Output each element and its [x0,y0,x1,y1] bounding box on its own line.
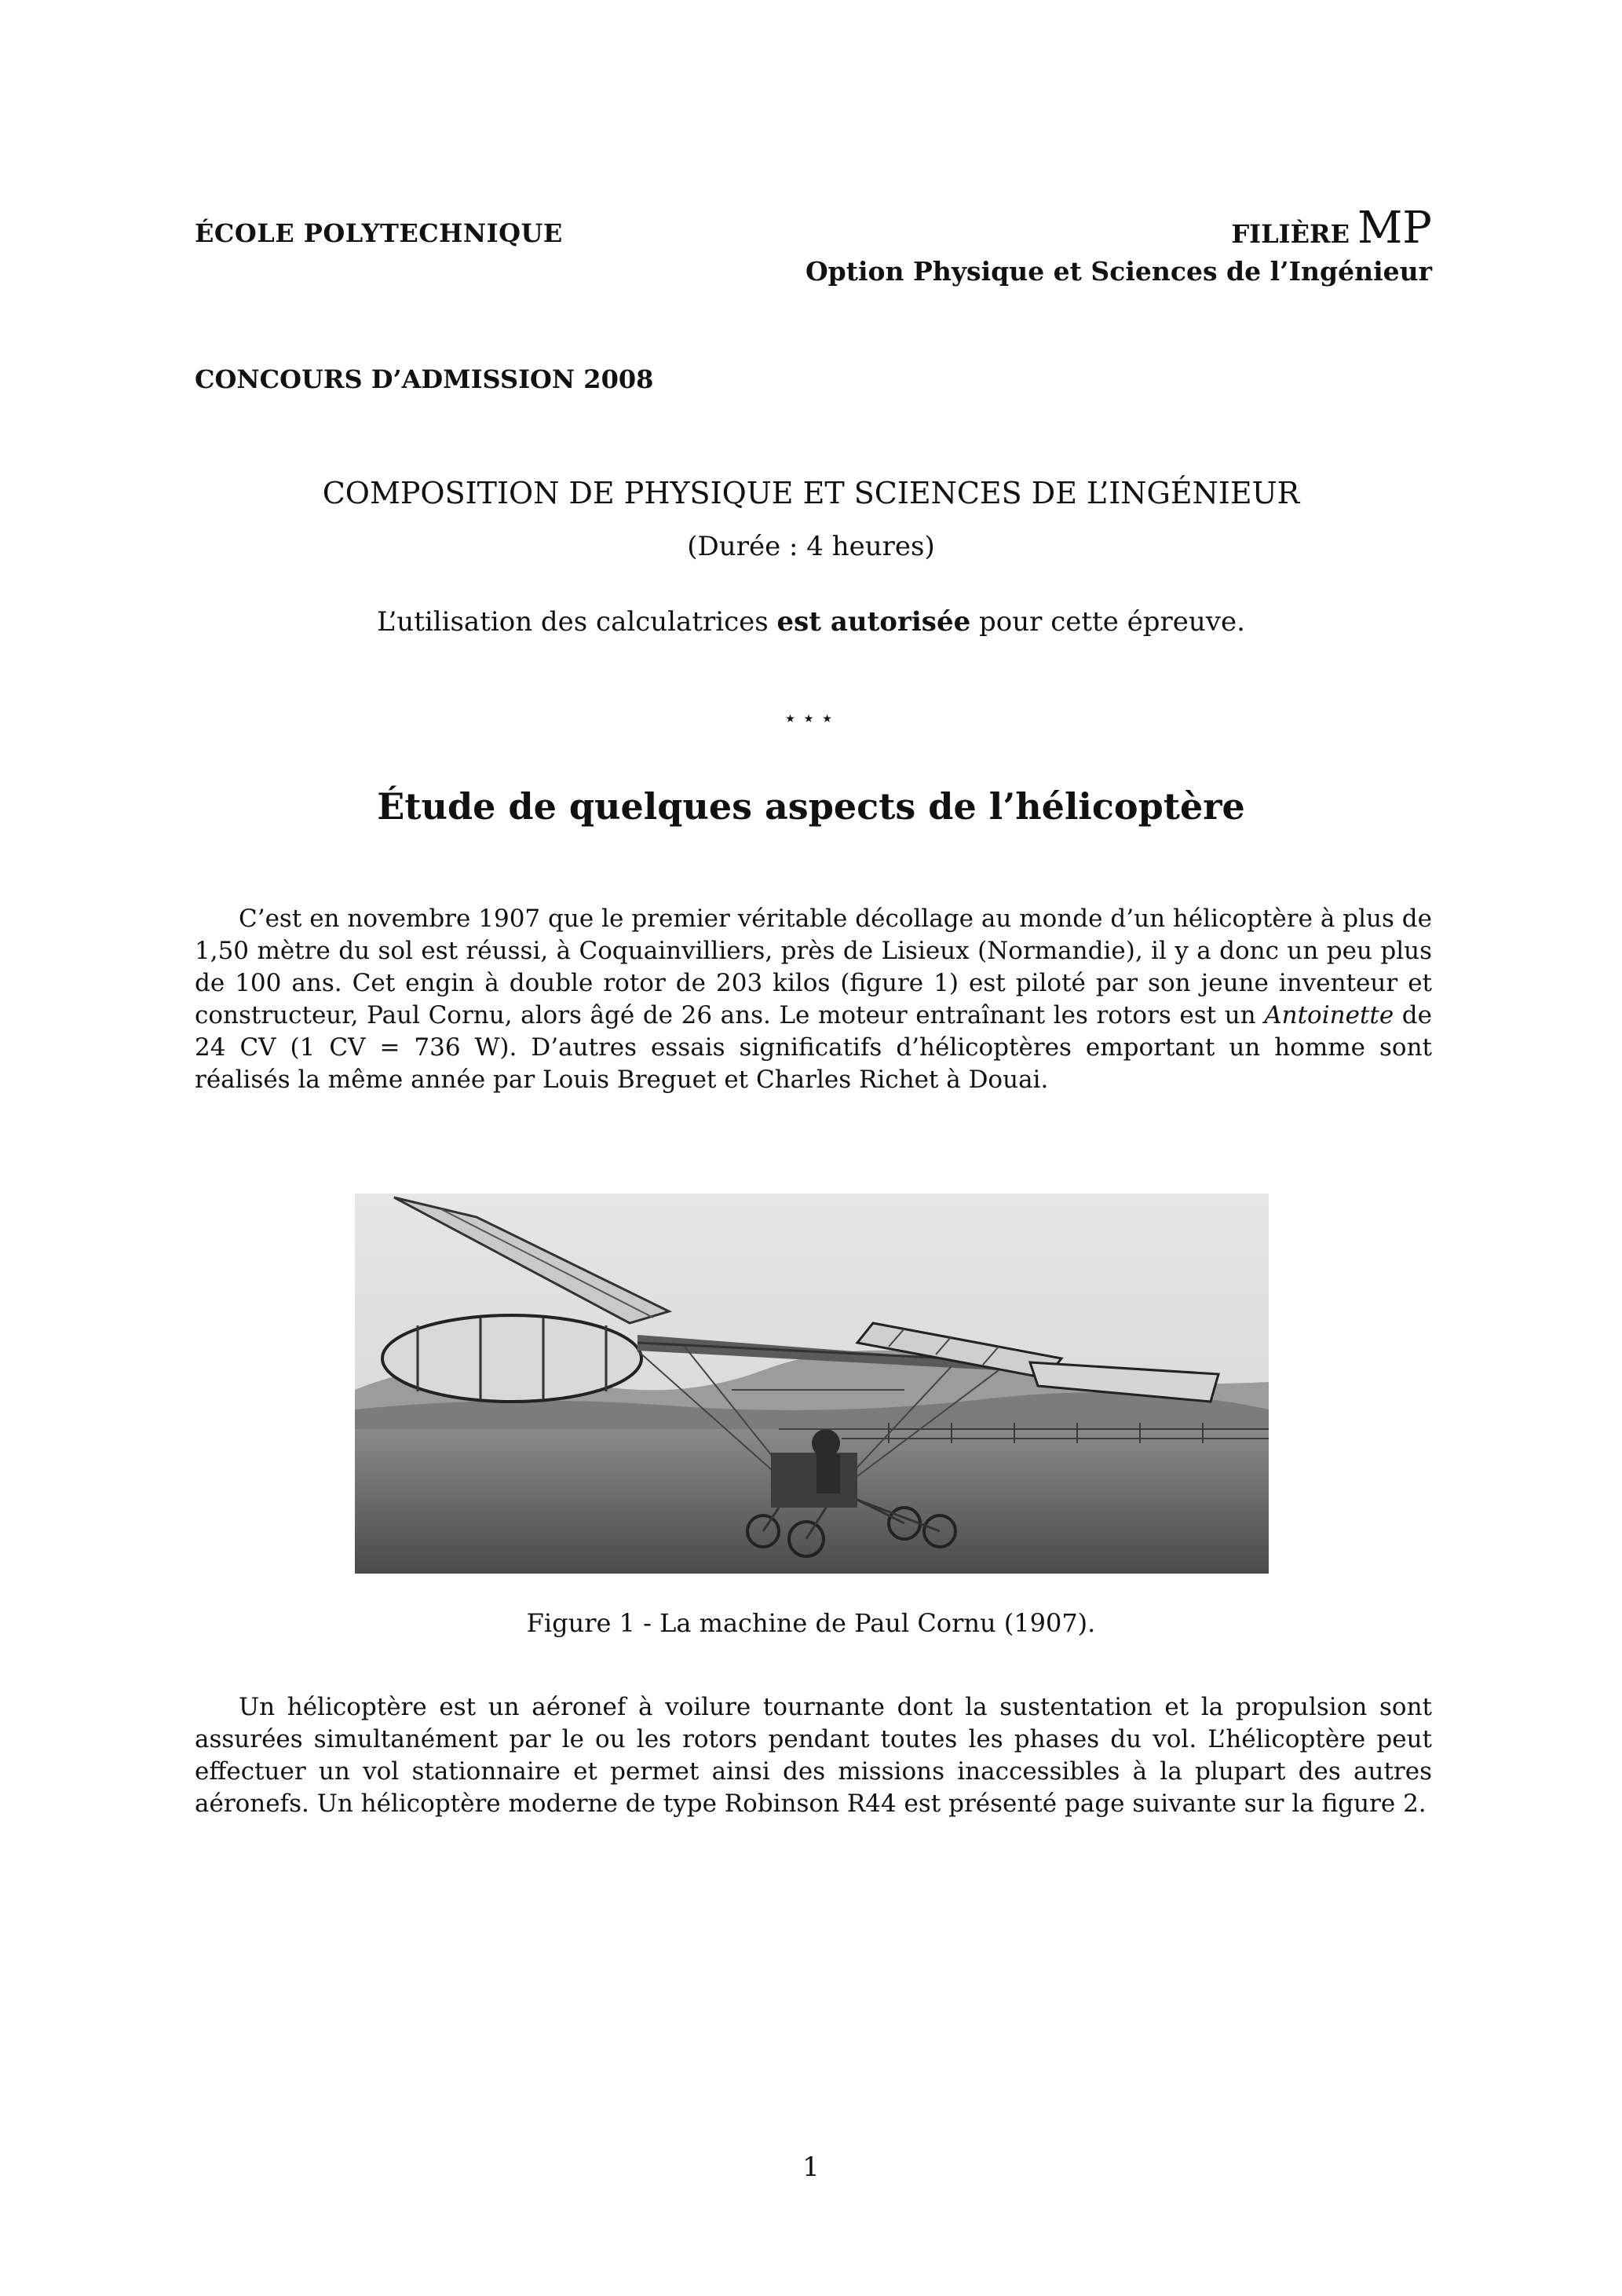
intro-text-2: de 24 CV (1 CV = 736 W). D’autres essais significatifs d’hélicoptères emportant un homme sont réalisés la même année par Louis Breguet et Charles Richet à Douai. [195,1001,1432,1094]
calc-text-before: L’utilisation des calculatrices [377,606,777,638]
filiere-header [1231,203,1432,254]
duration-line: (Durée : 4 heures) [687,531,935,562]
filiere-label: FILIÈRE [1231,219,1350,249]
concours-line: CONCOURS D’ADMISSION 2008 [195,364,654,394]
intro-paragraph [195,903,1432,1096]
intro-italic-engine: Antoinette [1264,1001,1394,1029]
definition-text: Un hélicoptère est un aéronef à voilure tournante dont la sustentation et la propulsion sont assurées simultanément par le ou les rotors pendant toutes les phases du vol. L’hélicoptère peut effectuer un vol stationnaire et permet ainsi des missions inaccessibles à la plupart des autres aéronefs. Un hélicoptère moderne de type Robinson R44 est présenté page suivante sur la figure 2. [195,1693,1432,1818]
composition-title: COMPOSITION DE PHYSIQUE ET SCIENCES DE L’INGÉNIEUR [322,476,1300,510]
main-title: Étude de quelques aspects de l’hélicoptère [377,785,1245,828]
star-separator: ⋆⋆⋆ [783,705,839,731]
figure-1-caption: Figure 1 - La machine de Paul Cornu (1907). [526,1608,1096,1638]
definition-paragraph [195,1691,1432,1820]
page-number: 1 [802,2152,820,2183]
option-line: Option Physique et Sciences de l’Ingénieur [805,256,1432,287]
calc-text-bold: est autorisée [776,606,971,638]
figure-1-photo [355,1194,1269,1574]
intro-text-1: C’est en novembre 1907 que le premier véritable décollage au monde d’un hélicoptère à plus de 1,50 mètre du sol est réussi, à Coquainvilliers, près de Lisieux (Normandie), il y a donc un peu plus de 100 ans. Cet engin à double rotor de 203 kilos (figure 1) est piloté par son jeune inventeur et constructeur, Paul Cornu, alors âgé de 26 ans. Le moteur entraînant les rotors est un [195,905,1432,1029]
school-name: ÉCOLE POLYTECHNIQUE [195,218,563,248]
calculator-note [0,606,1622,638]
cornu-helicopter-photo [355,1194,1269,1574]
filiere-code: MP [1357,203,1432,254]
calc-text-after: pour cette épreuve. [970,606,1245,638]
